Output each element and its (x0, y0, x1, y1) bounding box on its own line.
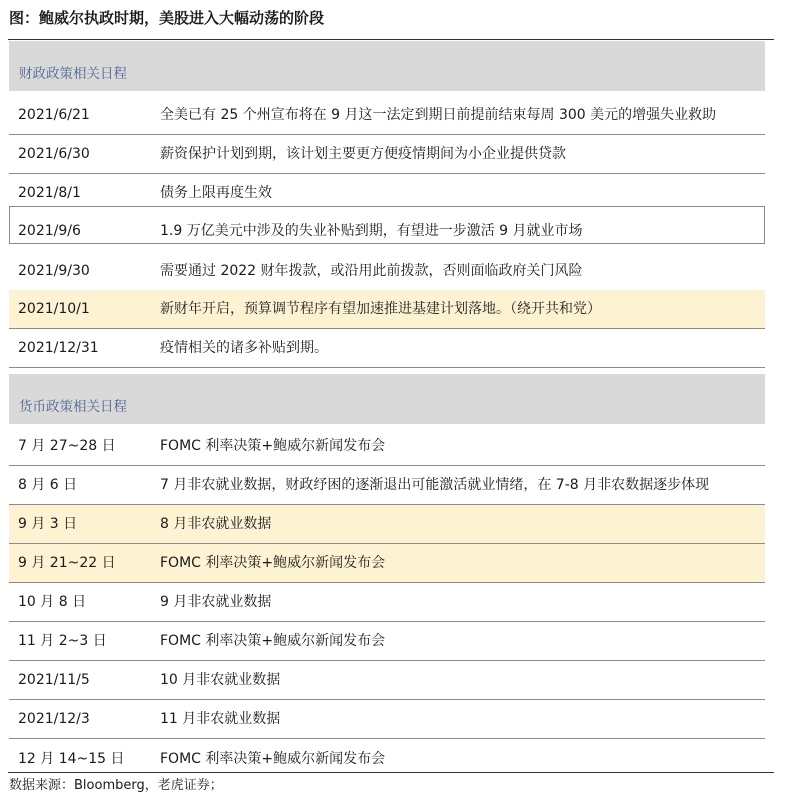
section-header-fiscal (9, 41, 765, 91)
table-row (9, 739, 765, 772)
table-row-highlighted (9, 290, 765, 329)
table-row (9, 206, 765, 244)
row-description: 疫情相关的诸多补贴到期。 (160, 340, 328, 356)
row-date: 2021/8/1 (18, 185, 81, 201)
row-date: 7 月 27~28 日 (18, 438, 116, 454)
row-date: 2021/12/31 (18, 340, 99, 356)
row-description: 8 月非农就业数据 (160, 516, 272, 532)
row-description: FOMC 利率决策+鲍威尔新闻发布会 (160, 751, 386, 767)
table-row (9, 329, 765, 368)
figure-title: 图：鲍威尔执政时期，美股进入大幅动荡的阶段 (9, 9, 325, 27)
row-description: 11 月非农就业数据 (160, 711, 281, 727)
row-date: 10 月 8 日 (18, 594, 87, 610)
table-row (9, 583, 765, 622)
row-date: 9 月 3 日 (18, 516, 78, 532)
table-row (9, 700, 765, 739)
row-date: 2021/11/5 (18, 672, 90, 688)
row-date: 2021/6/30 (18, 146, 90, 162)
row-description: 10 月非农就业数据 (160, 672, 281, 688)
row-date: 2021/12/3 (18, 711, 90, 727)
row-date: 9 月 21~22 日 (18, 555, 116, 571)
row-date: 2021/10/1 (18, 301, 90, 317)
table-row (9, 96, 765, 135)
row-description: 1.9 万亿美元中涉及的失业补贴到期，有望进一步激活 9 月就业市场 (160, 223, 583, 239)
row-date: 8 月 6 日 (18, 477, 78, 493)
row-description: 新财年开启，预算调节程序有望加速推进基建计划落地。（绕开共和党） (160, 301, 601, 317)
table-row-highlighted (9, 544, 765, 583)
row-description: 7 月非农就业数据，财政纾困的逐渐退出可能激活就业情绪，在 7-8 月非农数据逐步体现 (160, 477, 710, 493)
section-header-monetary (9, 374, 765, 424)
section-header-fiscal-label: 财政政策相关日程 (19, 66, 127, 82)
table-row (9, 135, 765, 174)
table-row (9, 622, 765, 661)
row-date: 2021/9/6 (18, 223, 81, 239)
row-description: 薪资保护计划到期，该计划主要更方便疫情期间为小企业提供贷款 (160, 146, 566, 162)
table-row (9, 252, 765, 291)
table-row (9, 466, 765, 505)
row-date: 12 月 14~15 日 (18, 751, 125, 767)
row-description: 9 月非农就业数据 (160, 594, 272, 610)
row-description: FOMC 利率决策+鲍威尔新闻发布会 (160, 438, 386, 454)
row-date: 11 月 2~3 日 (18, 633, 107, 649)
section-header-monetary-label: 货币政策相关日程 (19, 399, 127, 415)
row-date: 2021/9/30 (18, 263, 90, 279)
row-description: FOMC 利率决策+鲍威尔新闻发布会 (160, 633, 386, 649)
row-description: FOMC 利率决策+鲍威尔新闻发布会 (160, 555, 386, 571)
row-description: 债务上限再度生效 (160, 185, 272, 201)
row-description: 全美已有 25 个州宣布将在 9 月这一法定到期日前提前结束每周 300 美元的增强失业救助 (160, 107, 717, 123)
bottom-divider (8, 772, 774, 773)
top-divider (8, 39, 774, 40)
row-description: 需要通过 2022 财年拨款，或沿用此前拨款，否则面临政府关门风险 (160, 263, 583, 279)
table-row (9, 661, 765, 700)
table-row (9, 427, 765, 466)
source-note: 数据来源：Bloomberg，老虎证券； (9, 778, 223, 793)
row-date: 2021/6/21 (18, 107, 90, 123)
table-row-highlighted (9, 505, 765, 544)
